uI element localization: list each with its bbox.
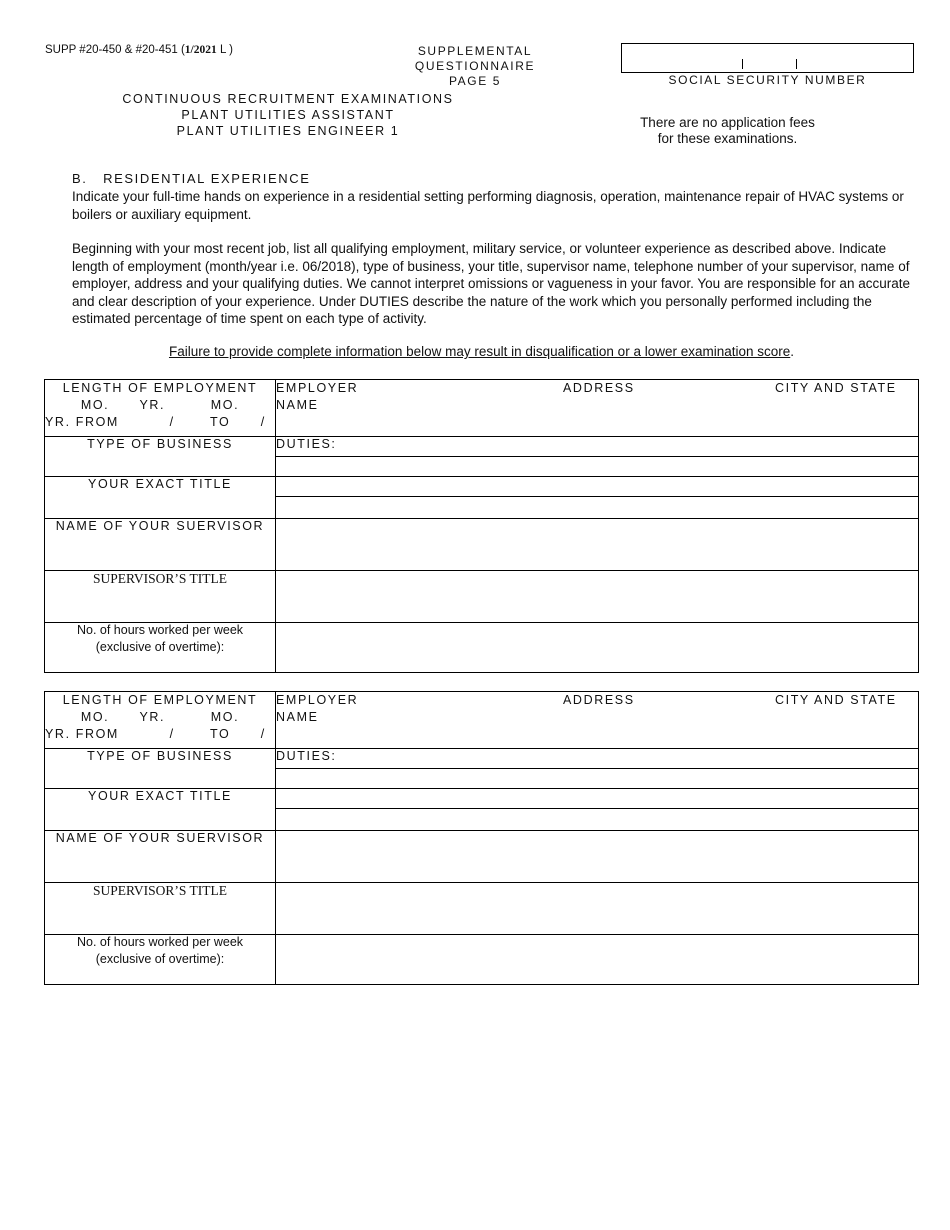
supervisor-name-label: NAME OF YOUR SUERVISOR: [55, 519, 265, 533]
ssn-divider: [742, 59, 743, 69]
exact-title-label: YOUR EXACT TITLE: [88, 789, 232, 803]
duties-label: DUTIES:: [276, 749, 337, 763]
exam-line: PLANT UTILITIES ENGINEER 1: [176, 124, 400, 138]
fees-line: for these examinations.: [657, 131, 798, 146]
employer-name-label: NAME: [276, 710, 319, 724]
form-code-prefix: SUPP #20-450 & #20-451 (: [45, 44, 185, 56]
section-instructions: Beginning with your most recent job, list all qualifying employment, military service, or volunteer experience as described above. Indicate length of employment (month/year i.e. 06/2018), type of business, your title, supervisor name, telephone number of your supervisor, name of employer, address and your qualifying duties. We cannot interpret omissions or vagueness in your favor. You are responsible for an accurate and clear description of your experience. Under DUTIES describe the nature of the work which you personally performed including the estimated percentage of time spent on each type of activity.: [72, 241, 910, 326]
failure-note-period: .: [790, 344, 795, 359]
fees-note: [620, 115, 835, 147]
exact-title-label: YOUR EXACT TITLE: [88, 477, 232, 491]
form-code-suffix: L ): [216, 44, 233, 56]
type-of-business-label: TYPE OF BUSINESS: [87, 437, 233, 451]
section-intro: Indicate your full-time hands on experience in a residential setting performing diagnosis, operation, maintenance repair of HVAC systems or boilers or auxiliary equipment.: [72, 189, 904, 222]
length-of-employment-label: LENGTH OF EMPLOYMENT: [62, 693, 258, 707]
length-from-to-label: YR. FROM / TO /: [45, 415, 266, 429]
form-code-month: 1/20: [184, 44, 206, 56]
page-heading: [368, 44, 582, 89]
ssn-divider: [796, 59, 797, 69]
supervisor-title-label: SUPERVISOR’S TITLE: [92, 883, 228, 898]
questionnaire-title: SUPPLEMENTAL QUESTIONNAIRE: [414, 44, 536, 73]
exam-line: PLANT UTILITIES ASSISTANT: [181, 108, 395, 122]
page-number: PAGE 5: [448, 74, 502, 88]
hours-overtime-label: (exclusive of overtime):: [95, 640, 225, 654]
type-of-business-label: TYPE OF BUSINESS: [87, 749, 233, 763]
hours-label: No. of hours worked per week: [76, 935, 244, 949]
address-label: ADDRESS: [563, 381, 635, 395]
ssn-input-box[interactable]: [621, 43, 914, 73]
employment-table: [44, 691, 919, 985]
employer-label: EMPLOYER: [276, 381, 359, 395]
failure-note-text: Failure to provide complete information below may result in disqualification or a lower examination score: [168, 344, 791, 359]
section-title: B. RESIDENTIAL EXPERIENCE: [72, 171, 311, 186]
employment-table: [44, 379, 919, 673]
exam-titles: [100, 91, 476, 139]
supervisor-name-label: NAME OF YOUR SUERVISOR: [55, 831, 265, 845]
exam-line: CONTINUOUS RECRUITMENT EXAMINATIONS: [122, 92, 454, 106]
duties-label: DUTIES:: [276, 437, 337, 451]
employer-label: EMPLOYER: [276, 693, 359, 707]
fees-line: There are no application fees: [640, 115, 815, 130]
length-of-employment-label: LENGTH OF EMPLOYMENT: [62, 381, 258, 395]
employer-name-label: NAME: [276, 398, 319, 412]
supervisor-title-label: SUPERVISOR’S TITLE: [92, 571, 228, 586]
failure-note: [44, 344, 919, 359]
hours-overtime-label: (exclusive of overtime):: [95, 952, 225, 966]
length-months-label: MO. YR. MO.: [80, 710, 240, 724]
length-from-to-label: YR. FROM / TO /: [45, 727, 266, 741]
address-label: ADDRESS: [563, 693, 635, 707]
form-code-year: 21: [205, 44, 217, 56]
length-months-label: MO. YR. MO.: [80, 398, 240, 412]
city-state-label: CITY AND STATE: [775, 381, 897, 395]
form-code: [45, 44, 233, 56]
city-state-label: CITY AND STATE: [775, 693, 897, 707]
ssn-label: SOCIAL SECURITY NUMBER: [668, 73, 867, 87]
hours-label: No. of hours worked per week: [76, 623, 244, 637]
